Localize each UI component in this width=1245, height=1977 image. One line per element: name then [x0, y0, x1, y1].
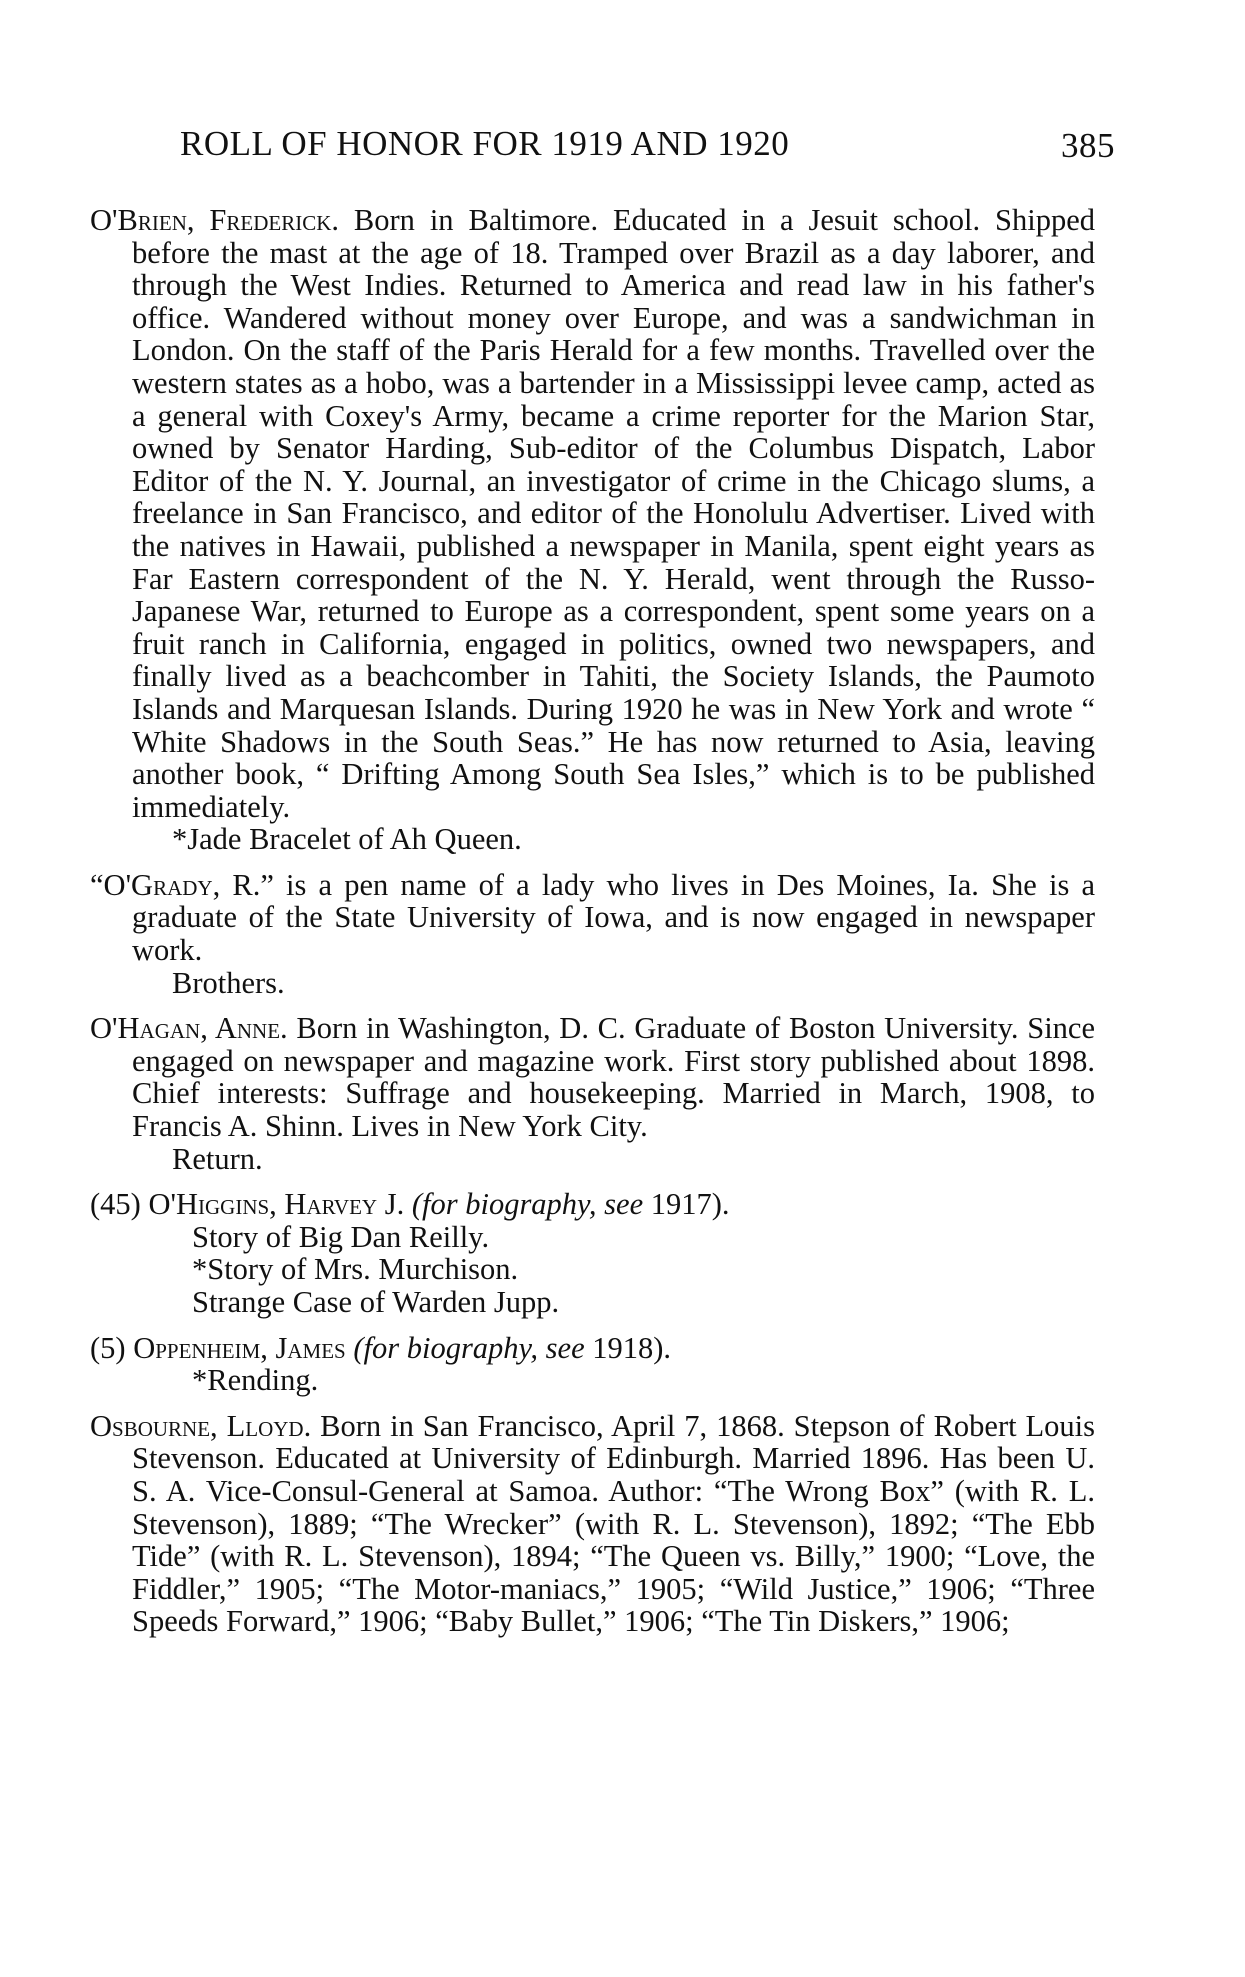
work-title: *Rending. — [192, 1363, 319, 1398]
page-title: ROLL OF HONOR FOR 1919 AND 1920 — [180, 124, 790, 163]
biography-reference: (for biography, see — [353, 1330, 585, 1365]
page-number: 385 — [1061, 126, 1115, 165]
biography-entry-ohiggins — [90, 1188, 1095, 1318]
entry-text: Born in Baltimore. Educated in a Jesuit school. Shipped before the mast at the age of 18. Tramped over Brazil as a day laborer, and through the West Indies. Returned to America and read law in his father's office. Wandered without money over Europe, and was a sandwichman in London. On the staff of the Paris Herald for a few months. Travelled over the western states as a hobo, was a bartender in a Mississippi levee camp, acted as a general with Coxey's Army, became a crime reporter for the Marion Star, owned by Senator Harding, Sub-editor of the Columbus Dispatch, Labor Editor of the N. Y. Journal, an investigator of crime in the Chicago slums, a freelance in San Francisco, and editor of the Honolulu Advertiser. Lived with the natives in Hawaii, published a newspaper in Manila, spent eight years as Far Eastern correspondent of the N. Y. Herald, went through the Russo-Japanese War, returned to Europe as a correspondent, spent some years on a fruit ranch in California, engaged in politics, owned two newspapers, and finally lived as a beachcomber in Tahiti, the Society Islands, the Paumoto Islands and Marquesan Islands. During 1920 he was in New York and wrote “ White Shadows in the South Seas.” He has now returned to Asia, leaving another book, “ Drifting Among South Sea Isles,” which is to be published immediately. — [132, 203, 1095, 824]
entry-name: Osbourne, Lloyd. — [90, 1408, 312, 1443]
work-title: *Jade Bracelet of Ah Queen. — [172, 822, 522, 857]
running-header — [180, 124, 1115, 174]
biography-entry-ogrady — [90, 869, 1095, 999]
story-count: (5) — [90, 1330, 126, 1365]
entry-text: is a pen name of a lady who lives in Des Moines, Ia. She is a graduate of the State University of Iowa, and is now engaged in newspaper work. — [132, 867, 1095, 968]
biography-reference-year: 1918). — [592, 1330, 672, 1365]
work-title: Story of Big Dan Reilly. — [192, 1219, 490, 1254]
work-title: Brothers. — [172, 965, 285, 1000]
work-title: Return. — [172, 1141, 263, 1176]
entry-text: Born in Washington, D. C. Graduate of Boston University. Since engaged on newspaper and magazine work. First story published about 1898. Chief interests: Suffrage and housekeeping. Married in March, 1908, to Francis A. Shinn. Lives in New York City. — [132, 1011, 1095, 1144]
biography-entry-obrien — [90, 204, 1095, 856]
biography-entry-oppenheim — [90, 1332, 1095, 1397]
entry-name: O'Hagan, Anne. — [90, 1011, 288, 1046]
biography-entry-osbourne — [90, 1410, 1095, 1638]
entry-name: O'Brien, Frederick. — [90, 203, 339, 237]
biography-reference: (for biography, see — [411, 1187, 644, 1222]
biography-entry-ohagan — [90, 1012, 1095, 1175]
entry-name: Oppenheim, James — [133, 1330, 346, 1365]
story-count: (45) — [90, 1187, 141, 1222]
entry-name: O'Higgins, Harvey J. — [148, 1187, 405, 1222]
page-body — [90, 204, 1095, 1651]
entry-text: Born in San Francisco, April 7, 1868. Stepson of Robert Louis Stevenson. Educated at University of Edinburgh. Married 1896. Has been U. S. A. Vice-Consul-General at Samoa. Author: “The Wrong Box” (with R. L. Stevenson), 1889; “The Wrecker” (with R. L. Stevenson), 1892; “The Ebb Tide” (with R. L. Stevenson), 1894; “The Queen vs. Billy,” 1900; “Love, the Fiddler,” 1905; “The Motor-maniacs,” 1905; “Wild Justice,” 1906; “Three Speeds Forward,” 1906; “Baby Bullet,” 1906; “The Tin Diskers,” 1906; — [132, 1408, 1096, 1639]
work-title: Strange Case of Warden Jupp. — [192, 1285, 560, 1319]
entry-name: “O'Grady, R.” — [90, 867, 274, 902]
biography-reference-year: 1917). — [650, 1187, 730, 1222]
work-title: *Story of Mrs. Murchison. — [192, 1252, 519, 1287]
